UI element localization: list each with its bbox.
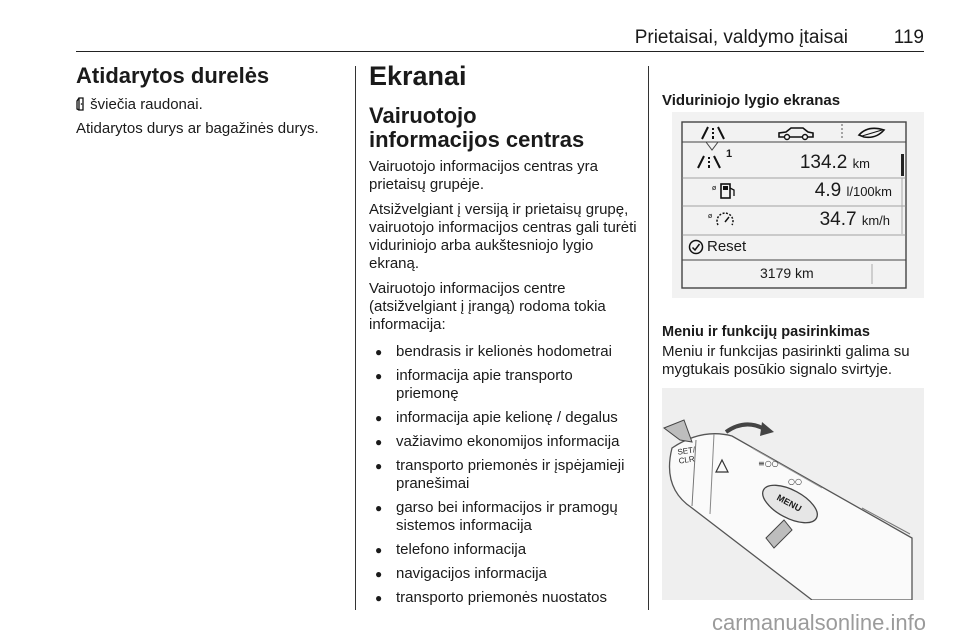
speedometer-icon bbox=[708, 210, 738, 228]
list-item: ● transporto priemonės ir įspėjamieji pranešimai bbox=[369, 457, 639, 493]
odometer-readout bbox=[800, 152, 870, 174]
svg-text:ø: ø bbox=[712, 184, 717, 192]
trip-odometer-icon bbox=[698, 125, 728, 141]
section-heading-displays: Ekranai bbox=[369, 61, 467, 91]
column-right bbox=[662, 92, 932, 109]
page-number: 119 bbox=[893, 27, 924, 48]
trip-odometer-icon bbox=[694, 154, 724, 170]
watermark: carmanualsonline.info bbox=[711, 610, 926, 635]
turn-signal-lever-illustration bbox=[662, 388, 924, 600]
fuel-consumption-readout bbox=[815, 180, 892, 202]
average-speed-readout bbox=[820, 209, 890, 231]
fuel-pump-icon bbox=[712, 182, 738, 200]
reset-label: Reset bbox=[707, 238, 747, 255]
midlevel-display-illustration bbox=[672, 112, 924, 298]
lever-symbols bbox=[758, 454, 838, 494]
trip-index: 1 bbox=[726, 148, 733, 160]
section-heading-midlevel-display: Viduriniojo lygio ekranas bbox=[662, 92, 841, 109]
running-header-title: Prietaisai, valdymo įtaisai bbox=[634, 27, 848, 48]
menu-heading: Meniu ir funkcijų pasirinkimas bbox=[662, 324, 870, 340]
vehicle-icon bbox=[776, 125, 816, 141]
list-item: ● telefono informacija bbox=[369, 541, 639, 559]
eco-leaf-icon bbox=[856, 125, 888, 141]
section-heading-open-doors: Atidarytos durelės bbox=[76, 63, 270, 88]
list-item: ● bendrasis ir kelionės hodometrai bbox=[369, 343, 639, 361]
column-middle bbox=[369, 62, 639, 613]
door-open-icon bbox=[76, 97, 86, 111]
set-clr-button-label: SET/ CLR bbox=[676, 445, 696, 466]
subheading-driver-info-centre: Vairuotojo informacijos centras bbox=[369, 102, 585, 152]
paragraph-2: Atsižvelgiant į versiją ir prietaisų grupę, vairuotojo informacijos centras gali turėti viduriniojo arba aukštesniojo lygio ekraną. bbox=[369, 201, 637, 273]
warning-line bbox=[76, 96, 346, 114]
list-item: ● garso bei informacijos ir pramogų sistemos informacija bbox=[369, 499, 639, 535]
average-speed-unit: km/h bbox=[861, 213, 890, 228]
odometer-unit: km bbox=[852, 156, 870, 171]
fuel-consumption-unit: l/100km bbox=[846, 184, 892, 199]
list-item: ● informacija apie kelionę / degalus bbox=[369, 409, 639, 427]
column-left bbox=[76, 64, 346, 138]
paragraph-3: Vairuotojo informacijos centre (atsižvelgiant į įrangą) rodoma tokia informacija: bbox=[369, 280, 606, 334]
svg-text:ø: ø bbox=[708, 212, 713, 220]
column-divider-2 bbox=[648, 66, 649, 610]
paragraph-1: Vairuotojo informacijos centras yra prietaisų grupėje. bbox=[369, 158, 598, 194]
list-item: ● navigacijos informacija bbox=[369, 565, 639, 583]
odometer-value: 134.2 bbox=[799, 152, 848, 173]
menu-button-label: MENU bbox=[775, 492, 804, 514]
list-item: ● važiavimo ekonomijos informacija bbox=[369, 433, 639, 451]
total-odometer: 3179 km bbox=[760, 265, 814, 281]
info-bullet-list bbox=[369, 343, 639, 607]
menu-description: Meniu ir funkcijas pasirinkti galima su mygtukais posūkio signalo svirtyje. bbox=[662, 343, 910, 378]
list-item: ● transporto priemonės nuostatos bbox=[369, 589, 639, 607]
fuel-consumption-value: 4.9 bbox=[814, 180, 842, 201]
open-doors-description: Atidarytos durys ar bagažinės durys. bbox=[76, 120, 319, 138]
list-item: ● informacija apie transporto priemonę bbox=[369, 367, 639, 403]
menu-section bbox=[662, 324, 932, 379]
warning-text: šviečia raudonai. bbox=[90, 96, 203, 114]
check-circle-icon bbox=[688, 239, 704, 255]
svg-text:○○: ○○ bbox=[788, 477, 802, 486]
svg-text:≡○○: ≡○○ bbox=[758, 459, 779, 468]
column-divider-1 bbox=[355, 66, 356, 610]
lever-drawing bbox=[662, 388, 924, 600]
header-rule bbox=[76, 51, 924, 52]
average-speed-value: 34.7 bbox=[819, 209, 857, 230]
